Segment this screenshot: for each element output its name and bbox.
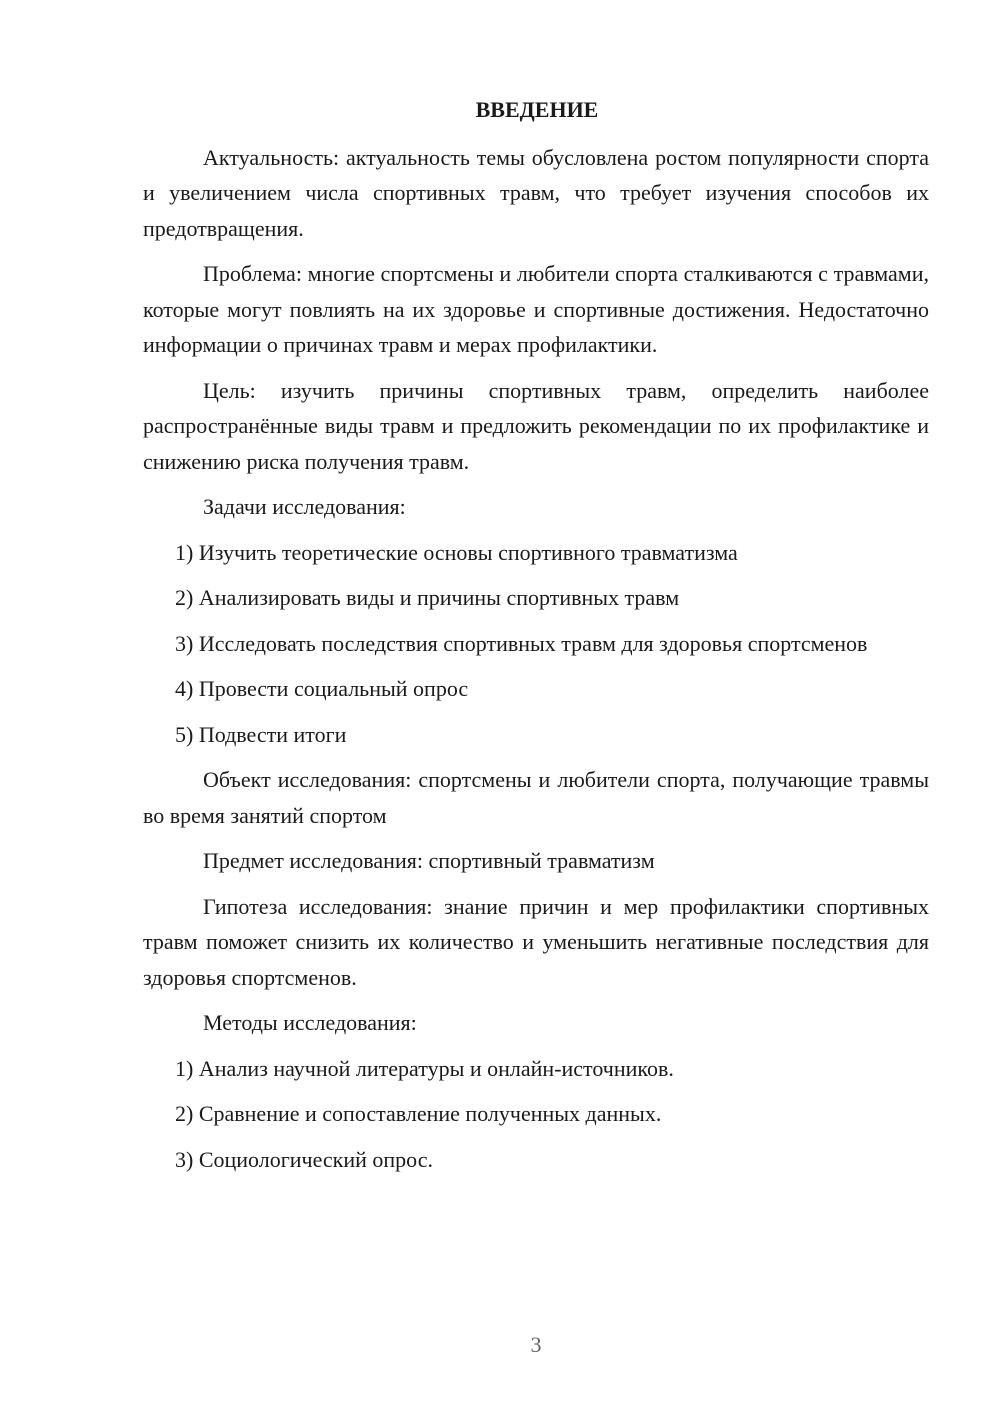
task-item-2: 2) Анализировать виды и причины спортивных травм xyxy=(175,585,680,610)
paragraph-hypothesis: Гипотеза исследования: знание причин и мер профилактики спортивных травм поможет снизить их количество и уменьшить негативные последствия для здоровья спортсменов. xyxy=(143,893,929,990)
task-item-1: 1) Изучить теоретические основы спортивного травматизма xyxy=(175,539,738,565)
task-item-4: 4) Провести социальный опрос xyxy=(175,676,469,701)
page-number: 3 xyxy=(530,1332,542,1357)
paragraph-object: Объект исследования: спортсмены и любители спорта, получающие травмы во время занятий спортом xyxy=(143,767,929,828)
paragraph-problem: Проблема: многие спортсмены и любители спорта сталкиваются с травмами, которые могут повлиять на их здоровье и спортивные достижения. Недостаточно информации о причинах травм и мерах профилактики. xyxy=(143,261,929,357)
paragraph-tasks-heading: Задачи исследования: xyxy=(203,494,406,519)
paragraph-relevance: Актуальность: актуальность темы обусловлена ростом популярности спорта и увеличением числа спортивных травм, что требует изучения способов их предотвращения. xyxy=(143,144,929,241)
method-item-2: 2) Сравнение и сопоставление полученных данных. xyxy=(175,1101,662,1126)
document-page xyxy=(143,92,929,1187)
method-item-1: 1) Анализ научной литературы и онлайн-источников. xyxy=(175,1055,674,1081)
paragraph-goal: Цель: изучить причины спортивных травм, определить наиболее распространённые виды травм и предложить рекомендации по их профилактике и снижению риска получения травм. xyxy=(143,377,929,474)
method-item-3: 3) Социологический опрос. xyxy=(175,1146,433,1172)
paragraph-subject: Предмет исследования: спортивный травматизм xyxy=(203,848,655,873)
task-item-5: 5) Подвести итоги xyxy=(175,721,347,747)
task-item-3: 3) Исследовать последствия спортивных травм для здоровья спортсменов xyxy=(175,630,868,656)
paragraph-methods-heading: Методы исследования: xyxy=(203,1010,417,1035)
page-title: ВВЕДЕНИЕ xyxy=(475,97,599,122)
